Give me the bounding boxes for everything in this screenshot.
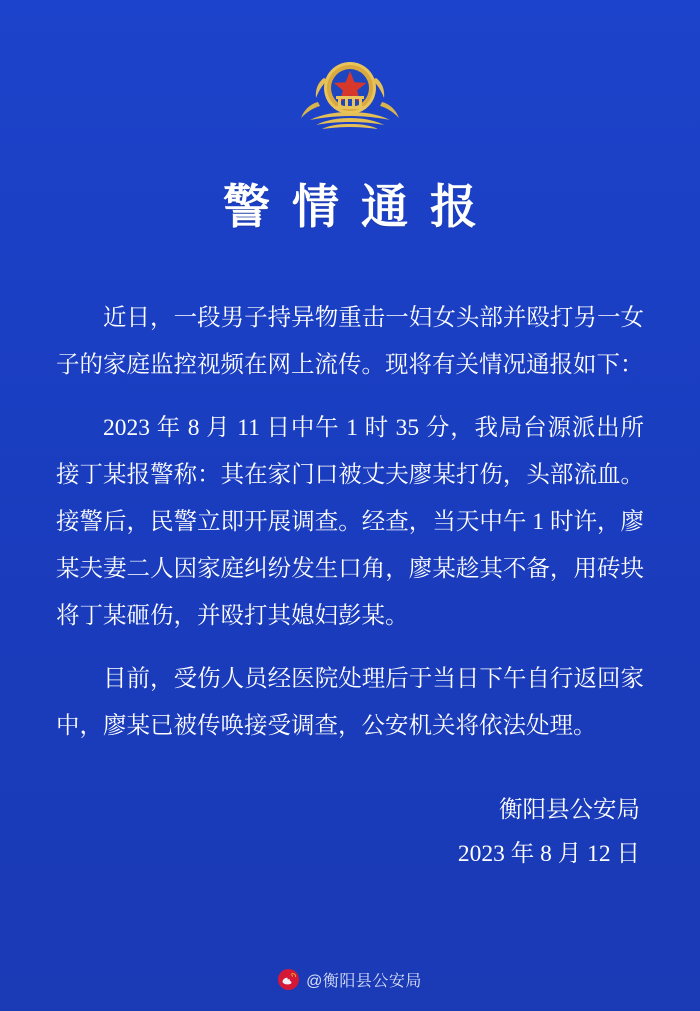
spacer [0,876,700,957]
notice-paragraph-3: 目前，受伤人员经医院处理后于当日下午自行返回家中，廖某已被传唤接受调查，公安机关将依法处理。 [56,666,644,739]
china-police-badge-icon [296,58,404,140]
issue-date: 2023 年 8 月 12 日 [457,841,640,867]
notice-body [56,295,644,766]
emblem-container [0,56,700,142]
notice-paragraph-2: 2023 年 8 月 11 日中午 1 时 35 分，我局台源派出所接丁某报警称：其在家门口被丈夫廖某打伤，头部流血。接警后，民警立即开展调查。经查，当天中午 1 时许，廖某夫妻二人因家庭纠纷发生口角，廖某趁其不备，用砖块将丁某砸伤，并殴打其媳妇彭某。 [56,415,644,629]
weibo-icon [278,969,299,990]
weibo-account-name: @衡阳县公安局 [306,972,422,990]
signature-block [56,788,640,876]
issuing-authority: 衡阳县公安局 [499,797,640,823]
notice-paragraph-1: 近日，一段男子持异物重击一妇女头部并殴打另一女子的家庭监控视频在网上流传。现将有关情况通报如下： [56,305,644,378]
weibo-watermark [0,957,700,1011]
page-title: 警情通报 [223,182,499,234]
